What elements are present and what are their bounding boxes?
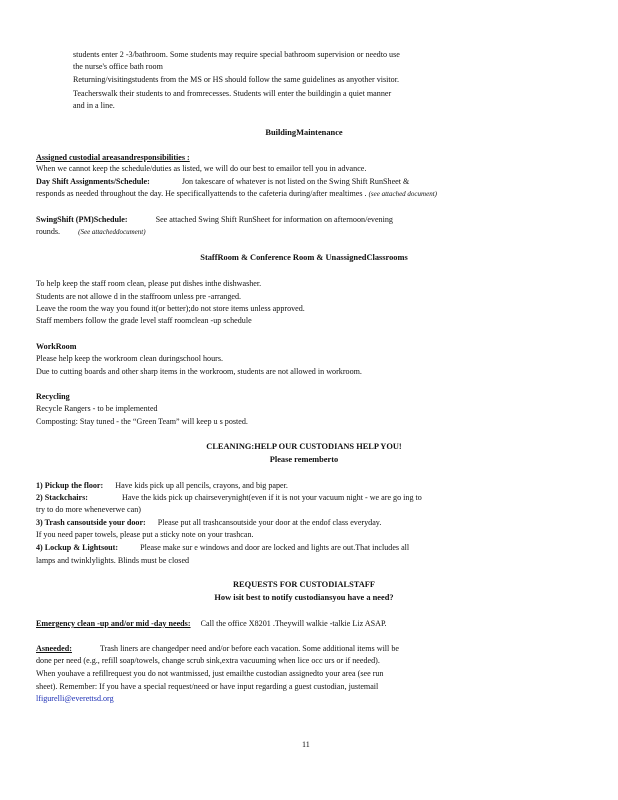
staff-room-line: Students are not allowe d in the staffroom unless pre -arranged. (36, 292, 242, 301)
emergency-line (36, 618, 387, 629)
cleaning-item-3-line-2: If you need paper towels, please put a sticky note on your trashcan. (36, 530, 254, 539)
requests-heading: REQUESTS FOR CUSTODIALSTAFF (232, 580, 376, 589)
staff-room-heading: StaffRoom & Conference Room & UnassignedClassrooms (200, 253, 408, 262)
page-number: 11 (302, 740, 310, 749)
cleaning-item-3-label: 3) Trash cansoutside your door: (36, 518, 146, 527)
day-shift-note: (see attached document) (368, 190, 437, 198)
intro-line-2: the nurse's office bath room (73, 62, 163, 71)
cleaning-item-1 (36, 480, 288, 491)
recycling-line: Recycle Rangers - to be implemented (36, 404, 158, 413)
as-needed-text: Trash liners are changedper need and/or before each vacation. Some additional items will be (99, 644, 399, 653)
requests-subheading: How isit best to notify custodiansyou have a need? (214, 593, 394, 602)
cleaning-item-1-text: Have kids pick up all pencils, crayons, and big paper. (115, 481, 288, 490)
cleaning-item-4 (36, 542, 409, 553)
emergency-label: Emergency clean -up and/or mid -day needs: (36, 619, 191, 628)
day-shift-line-2 (36, 188, 437, 200)
custodian-email-link[interactable]: lfigurelli@everettsd.org (36, 694, 114, 703)
workroom-line: Please help keep the workroom clean duringschool hours. (36, 354, 224, 363)
staff-room-line: Leave the room the way you found it(or better);do not store items unless approved. (36, 304, 305, 313)
cleaning-item-4-text: Please make sur e windows and door are locked and lights are out.That includes all (140, 543, 410, 552)
as-needed-line-2: done per need (e.g., refill soap/towels, change scrub sink,extra vacuuming when lice occ urs or if needed). (36, 656, 380, 665)
cleaning-item-4-label: 4) Lockup & Lightsout: (36, 543, 119, 552)
day-shift-text: Jon takescare of whatever is not listed on the Swing Shift RunSheet & (181, 177, 410, 186)
assigned-areas-label: Assigned custodial areasandresponsibilities : (36, 153, 190, 162)
intro-line-1: students enter 2 -3/bathroom. Some students may require special bathroom supervision or needto use (73, 50, 400, 59)
assigned-areas-text: When we cannot keep the schedule/duties as listed, we will do our best to emailor tell you in advance. (36, 164, 367, 173)
as-needed-line-1 (36, 643, 399, 654)
recycling-heading: Recycling (36, 392, 70, 401)
cleaning-subheading: Please rememberto (269, 455, 339, 464)
as-needed-label: Asneeded: (36, 644, 72, 653)
day-shift-label: Day Shift Assignments/Schedule: (36, 177, 150, 186)
cleaning-item-3 (36, 517, 381, 528)
swing-shift-line-1 (36, 214, 393, 225)
swing-shift-text: See attached Swing Shift RunSheet for information on afternoon/evening (155, 215, 393, 224)
intro-bullet-2-line-1: Teacherswalk their students to and fromrecesses. Students will enter the buildingin a quiet manner (73, 89, 392, 98)
intro-bullet-1: Returning/visitingstudents from the MS or HS should follow the same guidelines as anyother visitor. (73, 75, 399, 84)
swing-shift-line-2 (36, 226, 146, 238)
swing-shift-text-2: rounds. (36, 227, 61, 236)
workroom-heading: WorkRoom (36, 342, 77, 351)
staff-room-line: To help keep the staff room clean, please put dishes inthe dishwasher. (36, 279, 262, 288)
swing-shift-label: SwingShift (PM)Schedule: (36, 215, 128, 224)
cleaning-heading: CLEANING:HELP OUR CUSTODIANS HELP YOU! (206, 442, 402, 451)
emergency-text: Call the office X8201 .Theywill walkie -talkie Liz ASAP. (200, 619, 387, 628)
cleaning-item-1-label: 1) Pickup the floor: (36, 481, 104, 490)
day-shift-line-1 (36, 176, 409, 187)
building-maintenance-heading: BuildingMaintenance (265, 128, 343, 137)
day-shift-text-2: responds as needed throughout the day. He specificallyattends to the cafeteria during/after mealtimes . (36, 189, 367, 198)
staff-room-line: Staff members follow the grade level staff roomclean -up schedule (36, 316, 252, 325)
cleaning-item-2-line-2: try to do more wheneverwe can) (36, 505, 141, 514)
swing-shift-note: (See attacheddocument) (78, 228, 146, 236)
cleaning-item-4-line-2: lamps and twinklylights. Blinds must be closed (36, 556, 190, 565)
cleaning-item-2-label: 2) Stackchairs: (36, 493, 88, 502)
cleaning-item-2-text: Have the kids pick up chairseverynight(even if it is not your vacuum night - we are go ing to (122, 493, 422, 502)
cleaning-item-2 (36, 492, 422, 503)
recycling-line: Composting: Stay tuned - the “Green Team” will keep u s posted. (36, 417, 248, 426)
workroom-line: Due to cutting boards and other sharp items in the workroom, students are not allowed in workroom. (36, 367, 362, 376)
cleaning-item-3-text: Please put all trashcansoutside your door at the endof class everyday. (157, 518, 382, 527)
intro-bullet-2-line-2: and in a line. (73, 101, 115, 110)
as-needed-line-3: When youhave a refillrequest you do not wantmissed, just emailthe custodian assignedto your area (see run (36, 669, 384, 678)
as-needed-line-4: sheet). Remember: If you have a special request/need or have input regarding a guest custodian, justemail (36, 682, 379, 691)
